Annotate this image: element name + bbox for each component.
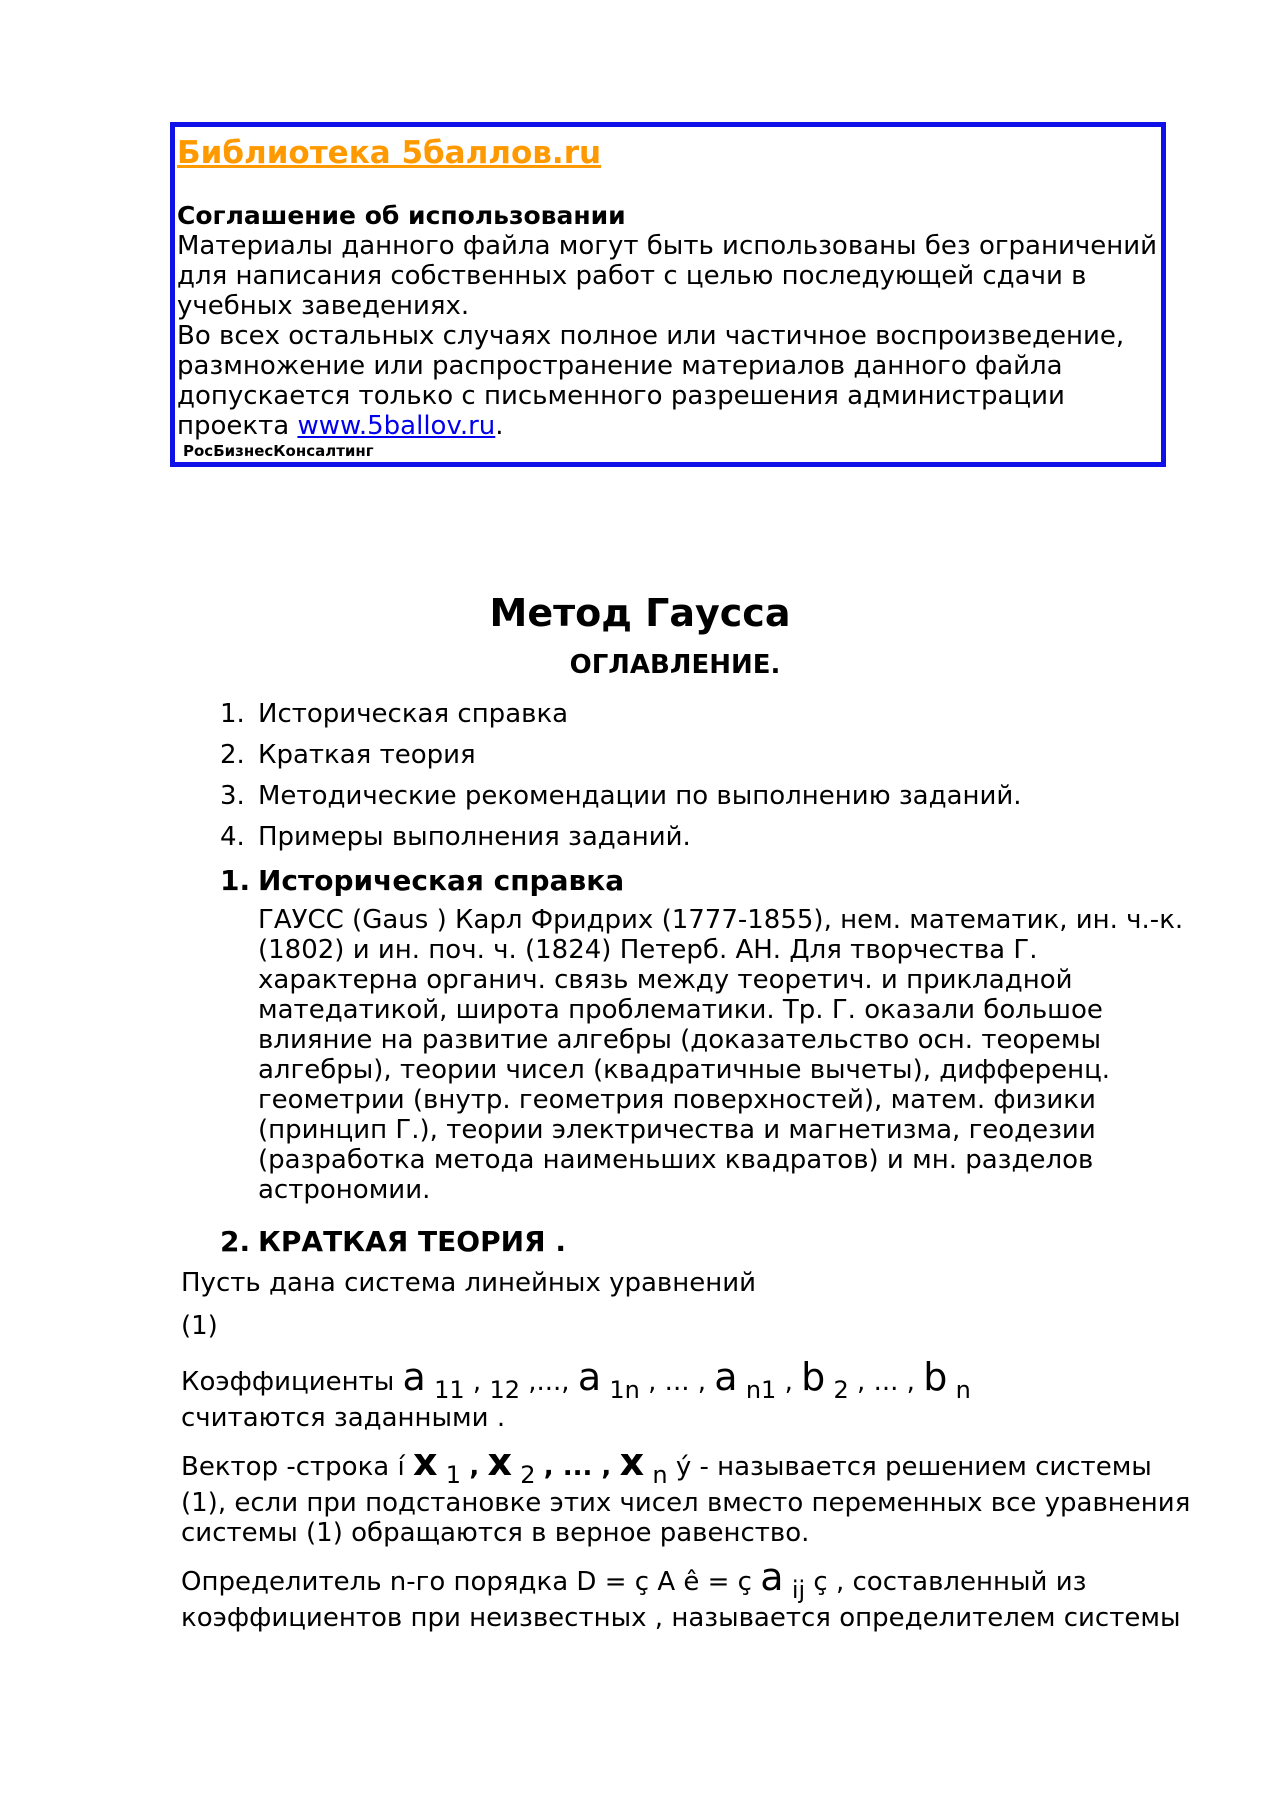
section-2-heading bbox=[220, 1225, 566, 1258]
toc-item bbox=[220, 817, 1022, 858]
library-link[interactable]: Библиотека 5баллов.ru bbox=[177, 135, 602, 171]
notice-line: учебных заведениях. bbox=[177, 291, 470, 321]
coefficients-line-2: считаются заданными . bbox=[181, 1403, 506, 1433]
history-paragraph: ГАУСС (Gaus ) Карл Фридрих (1777-1855), нем. математик, ин. ч.-к. (1802) и ин. поч. ч. (1824) Петерб. АН. Для творчества Г. характерна органич. связь между теоретич. и прикладной матедатикой, широта проблематики. Тр. Г. оказали большое влияние на развитие алгебры (доказательство осн. теоремы алгебры), теории чисел (квадратичные вычеты), дифференц. геометрии (внутр. геометрия поверхностей), матем. физики (принцип Г.), теории электричества и магнетизма, геодезии (разработка метода наименьших квадратов) и мн. разделов астрономии. bbox=[258, 905, 1184, 1205]
notice-line: допускается только с письменного разрешения администрации bbox=[177, 381, 1065, 411]
toc-item-label: Краткая теория bbox=[258, 740, 476, 770]
notice-last-prefix: проекта bbox=[177, 411, 298, 441]
document-title: Метод Гаусса bbox=[489, 591, 791, 635]
section-title: КРАТКАЯ ТЕОРИЯ . bbox=[258, 1225, 566, 1258]
toc-item-number: 2. bbox=[220, 740, 245, 770]
section-number: 2. bbox=[220, 1225, 251, 1258]
determinant-line: Определитель n-го порядка D = ç A ê = ç a ij ç , составленный из bbox=[181, 1555, 1087, 1604]
toc-item-label: Историческая справка bbox=[258, 699, 569, 729]
toc-item-label: Методические рекомендации по выполнению заданий. bbox=[258, 781, 1022, 811]
agreement-heading: Соглашение об использовании bbox=[177, 201, 626, 230]
usage-notice-box bbox=[170, 122, 1166, 467]
toc-item bbox=[220, 735, 1022, 776]
det-suffix: ç , составленный из bbox=[805, 1567, 1087, 1597]
toc-item-number: 4. bbox=[220, 822, 245, 852]
company-name: РосБизнесКонсалтинг bbox=[183, 442, 374, 460]
section-number: 1. bbox=[220, 864, 251, 897]
theory-intro: Пусть дана система линейных уравнений bbox=[181, 1268, 757, 1298]
site-link[interactable]: www.5ballov.ru bbox=[297, 411, 496, 441]
determinant-line-2: коэффициентов при неизвестных , называется определителем системы bbox=[181, 1603, 1181, 1633]
vector-line: Вектор -строка í x 1 , x 2 , ... , x n ý - называется решением системы bbox=[181, 1440, 1152, 1489]
table-of-contents bbox=[220, 694, 1022, 858]
section-title: Историческая справка bbox=[258, 864, 625, 897]
toc-item-number: 1. bbox=[220, 699, 245, 729]
toc-item bbox=[220, 694, 1022, 735]
notice-line: Материалы данного файла могут быть использованы без ограничений bbox=[177, 231, 1158, 261]
vector-prefix: Вектор -строка í bbox=[181, 1452, 413, 1482]
vector-line-2: (1), если при подстановке этих чисел вместо переменных все уравнения bbox=[181, 1488, 1191, 1518]
notice-line: размножение или распространение материалов данного файла bbox=[177, 351, 1063, 381]
vector-line-3: системы (1) обращаются в верное равенство. bbox=[181, 1518, 810, 1548]
coef-prefix: Коэффициенты bbox=[181, 1367, 403, 1397]
toc-item-label: Примеры выполнения заданий. bbox=[258, 822, 691, 852]
equation-label: (1) bbox=[181, 1311, 218, 1341]
det-prefix: Определитель n-го порядка D = ç A ê = ç bbox=[181, 1567, 761, 1597]
notice-last-suffix: . bbox=[495, 411, 504, 441]
section-1-heading bbox=[220, 864, 624, 897]
notice-last-line bbox=[177, 411, 1159, 441]
notice-line: Во всех остальных случаях полное или частичное воспроизведение, bbox=[177, 321, 1125, 351]
notice-line: для написания собственных работ с целью последующей сдачи в bbox=[177, 261, 1087, 291]
toc-item-number: 3. bbox=[220, 781, 245, 811]
coefficients-line: Коэффициенты a 11 , 12 ,..., a 1n , ... , a n1 , b 2 , ... , b n bbox=[181, 1355, 971, 1404]
toc-heading: ОГЛАВЛЕНИЕ. bbox=[569, 650, 781, 680]
toc-item bbox=[220, 776, 1022, 817]
vector-suffix: ý - называется решением системы bbox=[667, 1452, 1152, 1482]
